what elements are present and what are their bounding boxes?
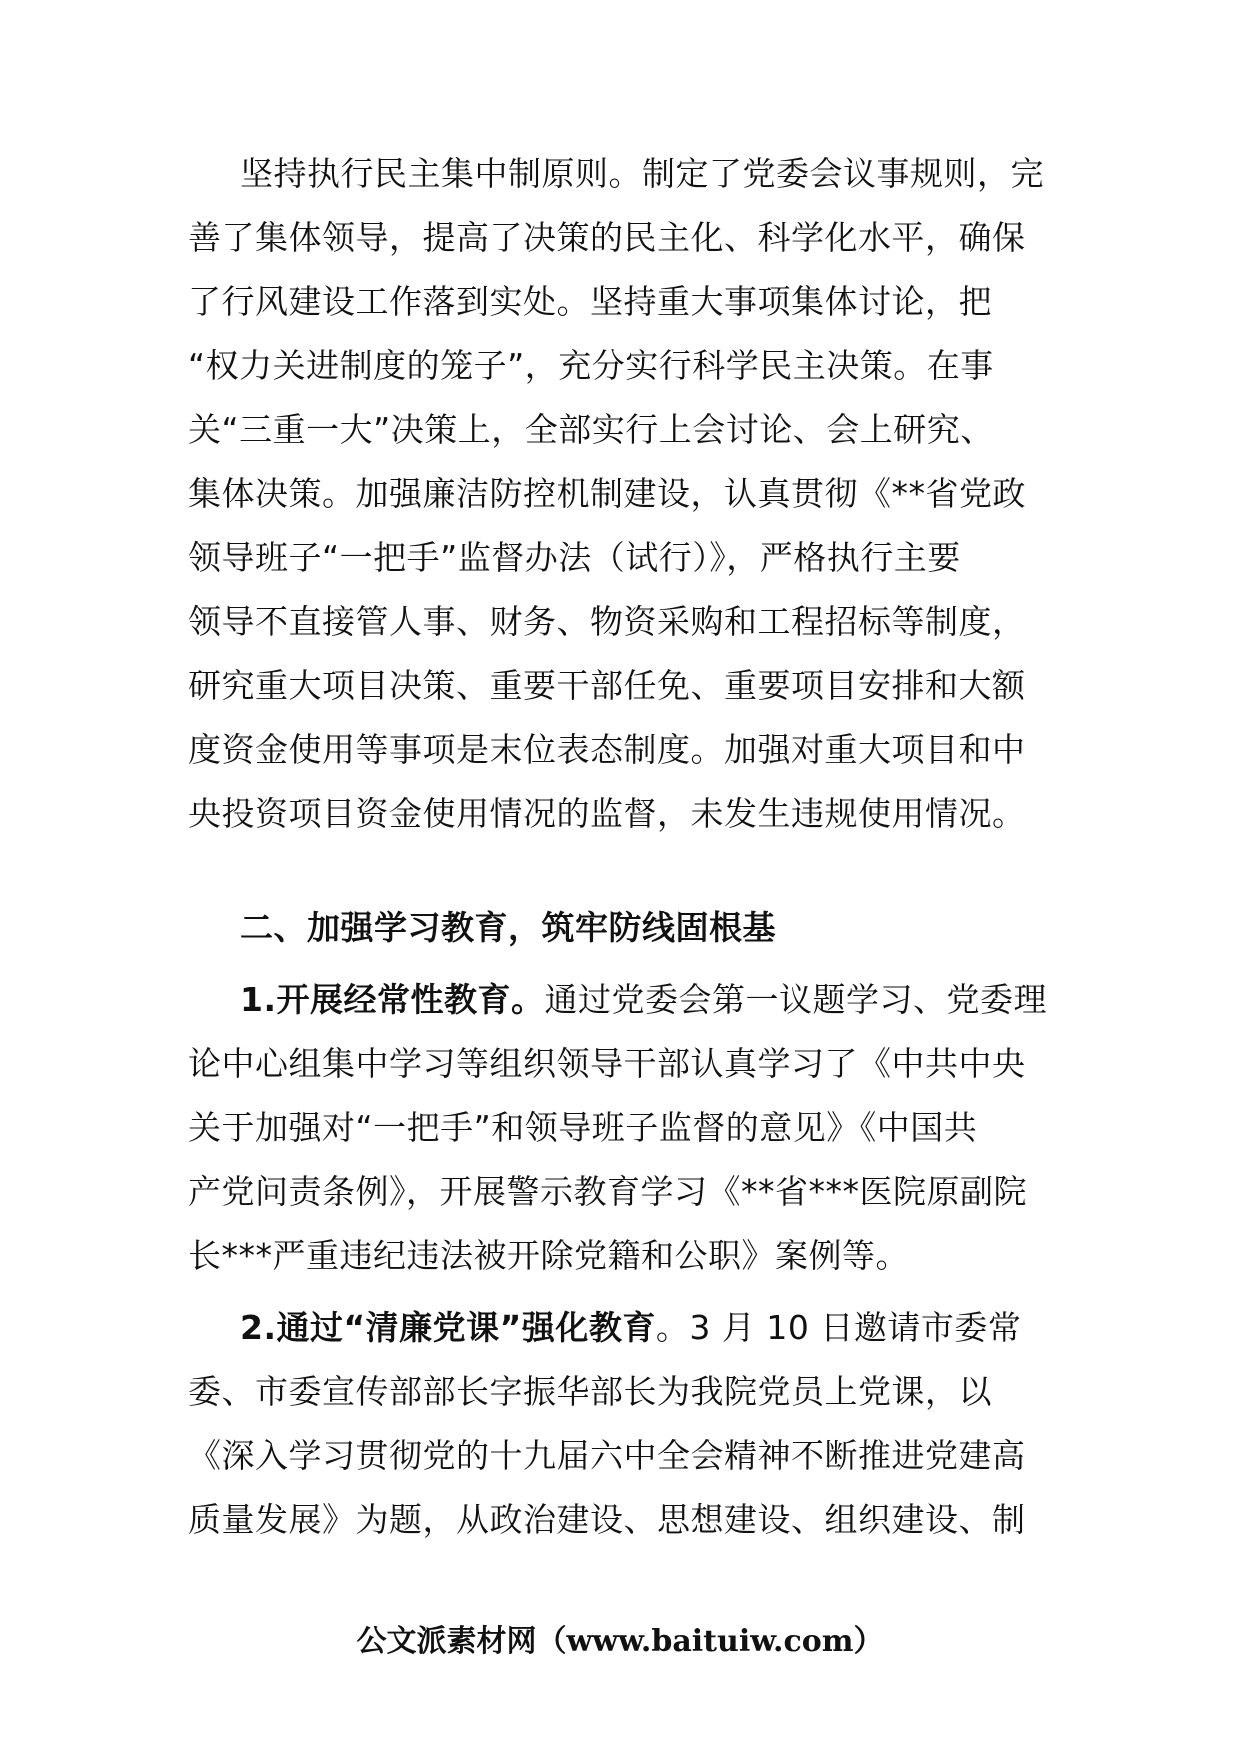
paragraph-line: 度资金使用等事项是末位表态制度。加强对重大项目和中 (188, 730, 1026, 769)
paragraph-line: 产党问责条例》，开展警示教育学习《**省***医院原副院 (188, 1172, 1027, 1211)
paragraph-line: 委、市委宣传部部长字振华部长为我院党员上党课，以 (188, 1372, 992, 1411)
paragraph-line: 论中心组集中学习等组织领导干部认真学习了《中共中央 (188, 1044, 1026, 1083)
item-1-first-line (188, 968, 1058, 1032)
paragraph-line: 坚持执行民主集中制原则。制定了党委会议事规则，完 (240, 154, 1044, 193)
item-1 (188, 968, 1058, 1288)
paragraph-1 (188, 142, 1058, 846)
paragraph-line: 质量发展》为题，从政治建设、思想建设、组织建设、制 (188, 1500, 1026, 1539)
paragraph-line: 集体决策。加强廉洁防控机制建设，认真贯彻《**省党政 (188, 474, 1026, 513)
paragraph-line: 长***严重违纪违法被开除党籍和公职》案例等。 (188, 1236, 909, 1275)
paragraph-line: 研究重大项目决策、重要干部任免、重要项目安排和大额 (188, 666, 1026, 705)
paragraph-line: 善了集体领导，提高了决策的民主化、科学化水平，确保 (188, 218, 1026, 257)
footer-source-text: 公文派素材网（www.baituiw.com） (356, 1624, 884, 1659)
paragraph-line: “权力关进制度的笼子”，充分实行科学民主决策。在事 (188, 346, 994, 385)
paragraph-line: 领导班子“一把手”监督办法（试行）》，严格执行主要 (188, 538, 961, 577)
item-2-first-rest: 。3 月 10 日邀请市委常 (655, 1308, 1022, 1347)
paragraph-line: 央投资项目资金使用情况的监督，未发生违规使用情况。 (188, 794, 1026, 833)
paragraph-line: 领导不直接管人事、财务、物资采购和工程招标等制度， (188, 602, 1026, 641)
paragraph-line: 关“三重一大”决策上，全部实行上会讨论、会上研究、 (188, 410, 994, 449)
section-heading-text: 二、加强学习教育，筑牢防线固根基 (240, 908, 776, 947)
item-1-first-rest: 通过党委会第一议题学习、党委理 (544, 980, 1047, 1019)
paragraph-line: 关于加强对“一把手”和领导班子监督的意见》《中国共 (188, 1108, 978, 1147)
item-2-bold-lead: 2.通过“清廉党课”强化教育 (240, 1308, 656, 1347)
paragraph-line: 了行风建设工作落到实处。坚持重大事项集体讨论，把 (188, 282, 992, 321)
item-2 (188, 1296, 1058, 1552)
item-2-first-line (188, 1296, 1058, 1360)
section-heading-2 (188, 896, 1058, 960)
item-1-bold-lead: 1.开展经常性教育。 (240, 980, 545, 1019)
paragraph-line: 《深入学习贯彻党的十九届六中全会精神不断推进党建高 (188, 1436, 1026, 1475)
